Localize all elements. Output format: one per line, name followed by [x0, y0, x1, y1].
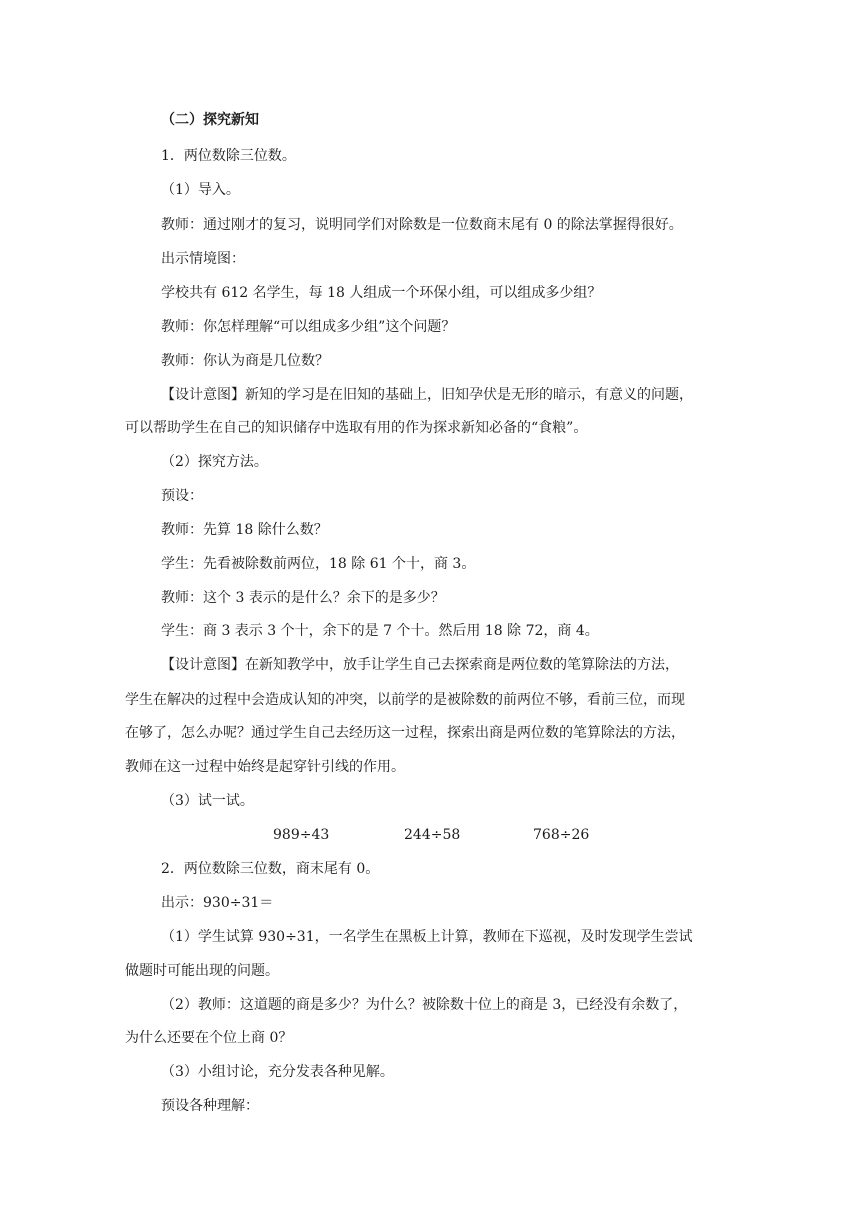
- paragraph: 学校共有 612 名学生，每 18 人组成一个环保小组，可以组成多少组？: [161, 285, 602, 301]
- paragraph: 教师：先算 18 除什么数？: [161, 522, 328, 538]
- paragraph: 2．两位数除三位数，商末尾有 0。: [161, 861, 380, 877]
- paragraph: 学生：先看被除数前两位，18 除 61 个十，商 3。: [161, 556, 476, 572]
- exercise-item: 989÷43: [273, 827, 330, 843]
- paragraph: 教师：这个 3 表示的是什么？余下的是多少？: [161, 590, 445, 606]
- paragraph: （3）小组讨论，充分发表各种见解。: [161, 1064, 394, 1080]
- paragraph-continuation: 学生在解决的过程中会造成认知的冲突，以前学的是被除数的前两位不够，看前三位，而现: [125, 692, 685, 708]
- paragraph: 学生：商 3 表示 3 个十，余下的是 7 个十。然后用 18 除 72，商 4。: [161, 623, 599, 639]
- paragraph-continuation: 教师在这一过程中始终是起穿针引线的作用。: [125, 759, 405, 775]
- paragraph: 出示情境图：: [161, 251, 245, 267]
- paragraph: 教师：通过刚才的复习，说明同学们对除数是一位数商末尾有 0 的除法掌握得很好。: [161, 217, 683, 233]
- paragraph: 1．两位数除三位数。: [161, 148, 296, 164]
- paragraph: 预设：: [161, 488, 203, 504]
- paragraph-continuation: 为什么还要在个位上商 0？: [125, 1030, 293, 1046]
- paragraph-continuation: 在够了，怎么办呢？通过学生自己去经历这一过程，探索出商是两位数的笔算除法的方法，: [125, 725, 685, 741]
- exercise-item: 244÷58: [404, 827, 461, 843]
- paragraph-continuation: 做题时可能出现的问题。: [125, 963, 279, 979]
- design-intent-paragraph: 【设计意图】新知的学习是在旧知的基础上，旧知孕伏是无形的暗示，有意义的问题，: [161, 387, 693, 403]
- section-heading: （二）探究新知: [161, 112, 259, 128]
- paragraph-continuation: 可以帮助学生在自己的知识储存中选取有用的作为探求新知必备的“食粮”。: [125, 420, 588, 436]
- paragraph: 教师：你认为商是几位数？: [161, 353, 329, 369]
- paragraph: 出示：930÷31＝: [161, 895, 274, 911]
- paragraph: （2）教师：这道题的商是多少？为什么？被除数十位上的商是 3，已经没有余数了，: [161, 997, 688, 1013]
- paragraph: （3）试一试。: [161, 793, 254, 809]
- paragraph: 预设各种理解：: [161, 1098, 259, 1114]
- paragraph: （1）导入。: [161, 182, 240, 198]
- exercise-item: 768÷26: [533, 827, 590, 843]
- paragraph: （2）探究方法。: [161, 454, 268, 470]
- design-intent-paragraph: 【设计意图】在新知教学中，放手让学生自己去探索商是两位数的笔算除法的方法，: [161, 657, 679, 673]
- paragraph: （1）学生试算 930÷31，一名学生在黑板上计算，教师在下巡视，及时发现学生尝试: [161, 929, 693, 945]
- paragraph: 教师：你怎样理解“可以组成多少组”这个问题？: [161, 319, 456, 335]
